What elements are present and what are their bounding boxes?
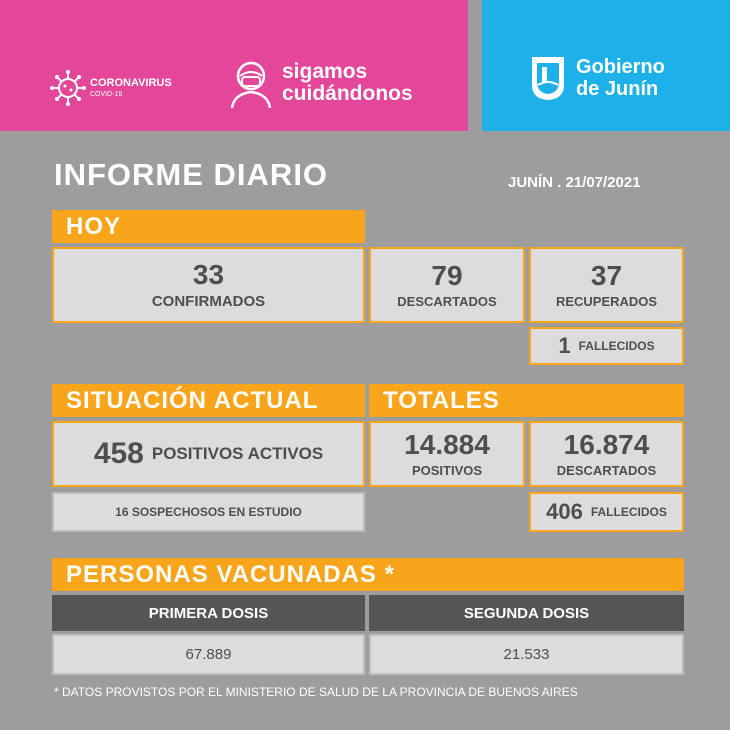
coronavirus-label: CORONAVIRUS — [90, 77, 172, 89]
totales-fallecidos-label: FALLECIDOS — [590, 505, 667, 519]
vacunados-heading: PERSONAS VACUNADAS * — [52, 558, 684, 591]
report-title: INFORME DIARIO — [54, 157, 329, 192]
totales-descartados-label: DESCARTADOS — [556, 463, 657, 478]
recuperados-number: 37 — [590, 260, 623, 291]
descartados-label: DESCARTADOS — [397, 294, 497, 309]
totales-positivos-label: POSITIVOS — [411, 463, 483, 478]
segunda-dosis-value: 21.533 — [369, 634, 684, 675]
sospechosos-label: 16 SOSPECHOSOS EN ESTUDIO — [115, 505, 302, 519]
hoy-fallecidos-label: FALLECIDOS — [578, 339, 655, 353]
activos-label: POSITIVOS ACTIVOS — [151, 444, 324, 463]
virus-icon — [50, 70, 86, 106]
totales-positivos-card — [369, 421, 525, 487]
confirmados-label: CONFIRMADOS — [151, 293, 266, 310]
covid-label: COVID-19 — [90, 91, 123, 98]
descartados-number: 79 — [431, 260, 463, 291]
gobierno-logo — [530, 55, 665, 101]
footnote: * DATOS PROVISTOS POR EL MINISTERIO DE SALUD DE LA PROVINCIA DE BUENOS AIRES — [54, 685, 578, 699]
coat-of-arms-icon — [530, 55, 566, 101]
totales-heading: TOTALES — [369, 384, 684, 417]
report-date: JUNÍN . 21/07/2021 — [508, 174, 641, 191]
totales-descartados-number: 16.874 — [563, 429, 650, 460]
primera-dosis-header: PRIMERA DOSIS — [52, 595, 365, 631]
coronavirus-logo — [50, 70, 172, 106]
situacion-heading: SITUACIÓN ACTUAL — [52, 384, 365, 417]
slogan-line2: cuidándonos — [282, 82, 413, 105]
recuperados-label: RECUPERADOS — [555, 294, 658, 309]
hoy-confirmados-card — [52, 247, 365, 323]
hoy-heading: HOY — [52, 210, 365, 243]
masked-person-icon — [228, 58, 274, 108]
totales-fallecidos-number: 406 — [546, 499, 583, 524]
primera-dosis-value: 67.889 — [52, 634, 365, 675]
gov-line2: de Junín — [576, 78, 659, 100]
hoy-descartados-card — [369, 247, 525, 323]
totales-descartados-card — [529, 421, 684, 487]
totales-fallecidos-card — [529, 492, 684, 532]
sospechosos-card — [52, 492, 365, 532]
totales-positivos-number: 14.884 — [404, 429, 490, 460]
hoy-recuperados-card — [529, 247, 684, 323]
slogan-line1: sigamos — [282, 60, 368, 83]
positivos-activos-card — [52, 421, 365, 487]
gov-line1: Gobierno — [576, 56, 665, 78]
segunda-dosis-header: SEGUNDA DOSIS — [369, 595, 684, 631]
slogan — [228, 58, 413, 108]
confirmados-number: 33 — [192, 259, 225, 290]
hoy-fallecidos-number: 1 — [558, 333, 571, 358]
hoy-fallecidos-card — [529, 327, 684, 365]
activos-number: 458 — [93, 437, 144, 470]
